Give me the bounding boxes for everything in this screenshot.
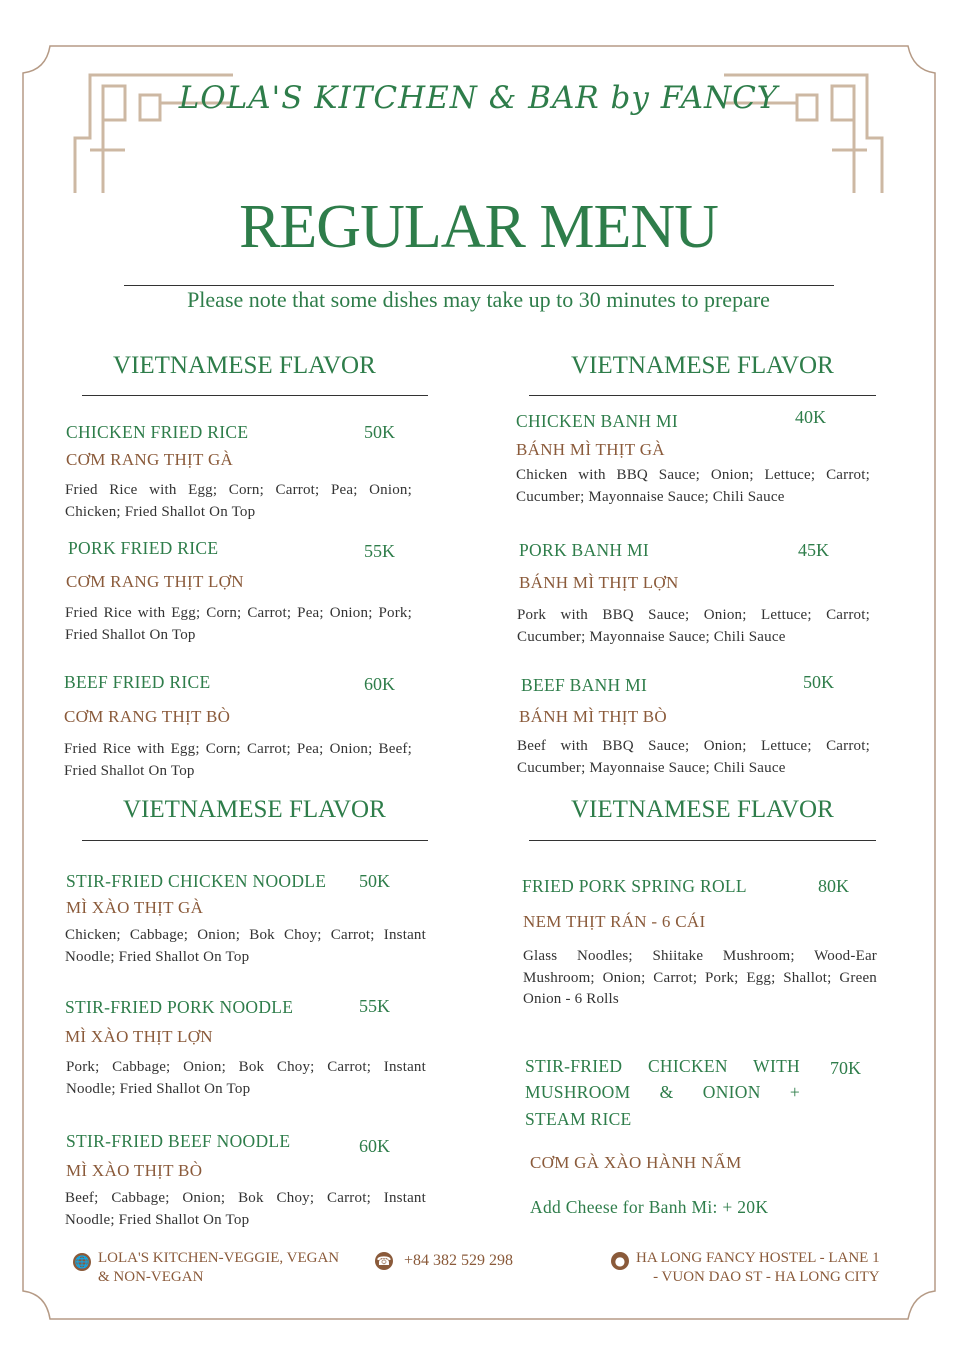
dish-price: 70K bbox=[830, 1058, 861, 1078]
section-title-noodles: VIETNAMESE FLAVOR bbox=[123, 796, 386, 823]
dish-description: Pork; Cabbage; Onion; Bok Choy; Carrot; Instant Noodle; Fried Shallot On Top bbox=[66, 1059, 426, 1097]
dish-name: FRIED PORK SPRING ROLL bbox=[522, 876, 747, 896]
footer-website-line: LOLA'S KITCHEN-VEGGIE, VEGAN bbox=[98, 1250, 340, 1266]
dish-description: Beef with BBQ Sauce; Onion; Lettuce; Carrot; Cucumber; Mayonnaise Sauce; Chili Sauce bbox=[517, 738, 870, 776]
dish-name: BEEF BANH MI bbox=[521, 675, 648, 695]
footer-address bbox=[636, 1249, 880, 1287]
dish-name: STIR-FRIED PORK NOODLE bbox=[65, 997, 294, 1017]
dish-name: CHICKEN FRIED RICE bbox=[66, 422, 249, 442]
footer-website bbox=[98, 1249, 339, 1287]
dish-name-vietnamese: CƠM RANG THỊT LỢN bbox=[66, 572, 244, 591]
dish-name: PORK BANH MI bbox=[519, 540, 650, 560]
dish-price: 80K bbox=[818, 876, 849, 896]
dish-name: STEAM RICE bbox=[525, 1109, 632, 1129]
dish-name-vietnamese: NEM THỊT RÁN - 6 CÁI bbox=[523, 912, 706, 931]
add-on-note: Add Cheese for Banh Mi: + 20K bbox=[530, 1197, 769, 1217]
section-divider bbox=[529, 840, 876, 841]
dish-description: Pork with BBQ Sauce; Onion; Lettuce; Carrot; Cucumber; Mayonnaise Sauce; Chili Sauce bbox=[517, 607, 870, 645]
dish-name: STIR-FRIED BEEF NOODLE bbox=[66, 1131, 291, 1151]
dish-name: MUSHROOM & ONION + bbox=[525, 1082, 800, 1102]
phone-icon: ☎ bbox=[376, 1254, 392, 1268]
dish-name-vietnamese: MÌ XÀO THỊT LỢN bbox=[65, 1027, 213, 1046]
footer-address-line: - VUON DAO ST - HA LONG CITY bbox=[653, 1269, 880, 1285]
dish-name: PORK FRIED RICE bbox=[68, 538, 219, 558]
dish-description: Chicken with BBQ Sauce; Onion; Lettuce; Carrot; Cucumber; Mayonnaise Sauce; Chili Sauce bbox=[516, 467, 870, 505]
dish-price: 55K bbox=[359, 996, 390, 1016]
dish-price: 50K bbox=[359, 871, 390, 891]
restaurant-logo-text: LOLA'S KITCHEN & BAR by FANCY bbox=[178, 80, 779, 116]
dish-name: BEEF FRIED RICE bbox=[64, 672, 211, 692]
footer-address-line: HA LONG FANCY HOSTEL - LANE 1 bbox=[636, 1250, 880, 1266]
section-title-fried-rice: VIETNAMESE FLAVOR bbox=[113, 352, 376, 379]
dish-name-vietnamese: CƠM GÀ XÀO HÀNH NẤM bbox=[530, 1153, 742, 1172]
dish-name-vietnamese: CƠM RANG THỊT GÀ bbox=[66, 450, 234, 469]
dish-description: Fried Rice with Egg; Corn; Carrot; Pea; Onion; Beef; Fried Shallot On Top bbox=[64, 741, 412, 779]
preparation-note: Please note that some dishes may take up to 30 minutes to prepare bbox=[187, 287, 770, 312]
section-title-banh-mi: VIETNAMESE FLAVOR bbox=[571, 352, 834, 379]
dish-price: 60K bbox=[359, 1136, 390, 1156]
section-divider bbox=[529, 395, 876, 396]
dish-price: 45K bbox=[798, 540, 829, 560]
dish-description: Fried Rice with Egg; Corn; Carrot; Pea; Onion; Pork; Fried Shallot On Top bbox=[65, 605, 412, 643]
dish-price: 60K bbox=[364, 674, 395, 694]
title-divider bbox=[124, 285, 834, 286]
page-title: REGULAR MENU bbox=[239, 193, 718, 261]
location-pin-icon: ● bbox=[611, 1252, 629, 1270]
section-divider bbox=[82, 840, 428, 841]
dish-description: Beef; Cabbage; Onion; Bok Choy; Carrot; Instant Noodle; Fried Shallot On Top bbox=[65, 1190, 426, 1228]
section-divider bbox=[82, 395, 428, 396]
dish-price: 55K bbox=[364, 541, 395, 561]
dish-price: 50K bbox=[803, 672, 834, 692]
dish-description: Chicken; Cabbage; Onion; Bok Choy; Carrot; Instant Noodle; Fried Shallot On Top bbox=[65, 927, 426, 965]
footer-phone: +84 382 529 298 bbox=[404, 1252, 514, 1269]
dish-description: Fried Rice with Egg; Corn; Carrot; Pea; Onion; Chicken; Fried Shallot On Top bbox=[65, 482, 412, 520]
dish-price: 50K bbox=[364, 422, 395, 442]
dish-name: STIR-FRIED CHICKEN WITH bbox=[525, 1056, 800, 1076]
globe-icon: 🌐 bbox=[74, 1255, 90, 1269]
dish-name-vietnamese: BÁNH MÌ THỊT BÒ bbox=[519, 707, 667, 726]
dish-name-vietnamese: MÌ XÀO THỊT GÀ bbox=[66, 898, 204, 917]
dish-price: 40K bbox=[795, 407, 826, 427]
footer-website-line: & NON-VEGAN bbox=[98, 1269, 204, 1285]
dish-name-vietnamese: CƠM RANG THỊT BÒ bbox=[64, 707, 231, 726]
dish-name-vietnamese: BÁNH MÌ THỊT LỢN bbox=[519, 573, 679, 592]
dish-description: Glass Noodles; Shiitake Mushroom; Wood-Ear Mushroom; Onion; Carrot; Pork; Egg; Shallot; Green Onion - 6 Rolls bbox=[523, 948, 877, 1007]
dish-name: CHICKEN BANH MI bbox=[516, 411, 678, 431]
section-title-snacks: VIETNAMESE FLAVOR bbox=[571, 796, 834, 823]
dish-name: STIR-FRIED CHICKEN NOODLE bbox=[66, 871, 327, 891]
dish-name-vietnamese: BÁNH MÌ THỊT GÀ bbox=[516, 440, 665, 459]
dish-name-vietnamese: MÌ XÀO THỊT BÒ bbox=[66, 1161, 203, 1180]
